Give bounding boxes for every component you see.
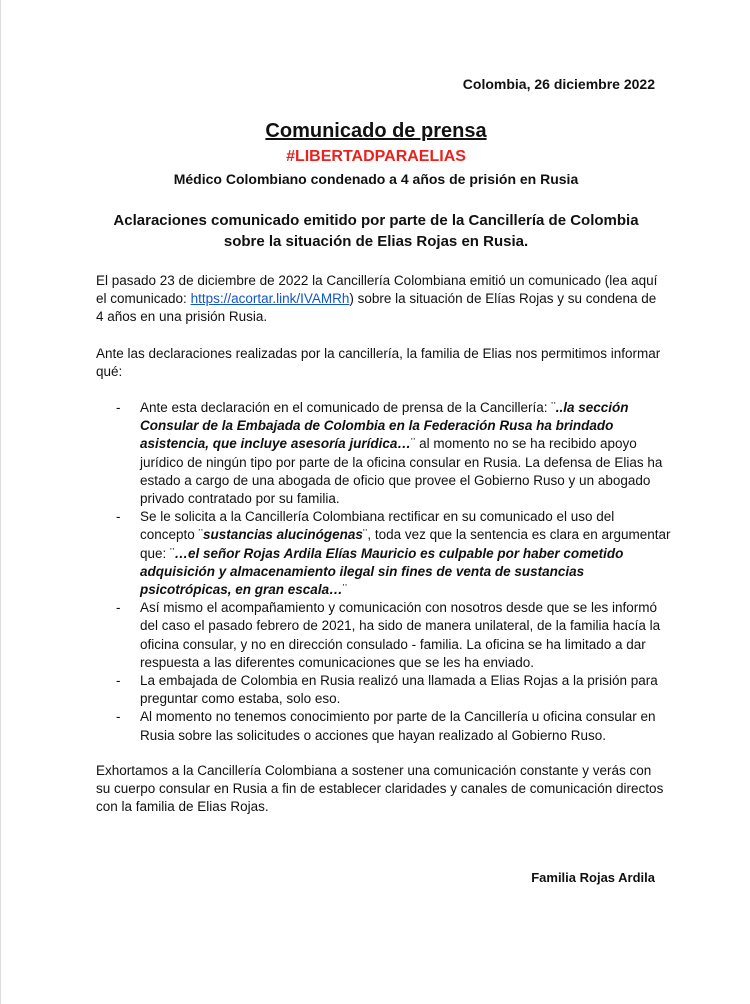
clarification-line-1: Aclaraciones comunicado emitido por parte de la Cancillería de Colombia (113, 212, 639, 229)
bullet-2-quote-2: …el señor Rojas Ardila Elías Mauricio es culpable por haber cometido adquisición y almacenamiento ilegal sin fines de venta de sustancias psicotrópicas, en gran escala… (140, 545, 624, 598)
bullet-1-quote: ..la sección Consular de la Embajada de Colombia en la Federación Rusa ha brindado asistencia, que incluye asesoría jurídica… (140, 400, 629, 452)
title-block (1, 118, 750, 189)
list-item (96, 708, 671, 744)
bullet-4-text: La embajada de Colombia en Rusia realizó una llamada a Elias Rojas a la prisión para preguntar como estaba, solo eso. (140, 673, 658, 707)
clarification-heading (61, 210, 691, 252)
clarifications-list (96, 399, 671, 745)
list-item (96, 508, 671, 599)
bullet-2-after: ¨ (342, 582, 348, 598)
paragraph-statement: Ante las declaraciones realizadas por la cancillería, la familia de Elias nos permitimos informar qué: (96, 346, 661, 380)
paragraph-intro-text-before: El pasado 23 de diciembre de 2022 la Cancillería Colombiana emitió un comunicado (lea aquí el comunicado: (96, 273, 658, 307)
communique-link[interactable]: https://acortar.link/IVAMRh (190, 291, 350, 307)
signature: Familia Rojas Ardila (531, 870, 655, 885)
bullet-dash: - (116, 400, 121, 415)
bullet-dash: - (116, 709, 121, 725)
date-line: Colombia, 26 diciembre 2022 (462, 76, 655, 92)
clarification-line-2: sobre la situación de Elias Rojas en Rusia. (223, 233, 529, 250)
bullet-2-quote-1: sustancias alucinógenas (203, 527, 363, 543)
hashtag: #LIBERTADPARAELIAS (286, 148, 466, 165)
bullet-3-text: Así mismo el acompañamiento y comunicación con nosotros desde que se les informó del caso el pasado febrero de 2021, ha sido de manera unilateral, de la familia hacía la oficina consular, y no en dirección consulado - familia. La oficina se ha limitado a dar respuesta a las diferentes comunicaciones que se les ha enviado. (140, 600, 661, 670)
page-title: Comunicado de prensa (265, 120, 487, 142)
list-item (96, 672, 671, 708)
bullet-1-after: ¨ al momento no se ha recibido apoyo jurídico de ningún tipo por parte de la oficina consular en Rusia. La defensa de Elias ha estado a cargo de una abogada de oficio que provee el Gobierno Ruso y un abogado privado contratado por su familia. (140, 436, 663, 507)
bullet-5-text: Al momento no tenemos conocimiento por parte de la Cancillería u oficina consular en Rusia sobre las solicitudes o acciones que hayan realizado al Gobierno Ruso. (140, 709, 656, 743)
bullet-1-before: Ante esta declaración en el comunicado de prensa de la Cancillería: ¨ (140, 400, 556, 415)
paragraph-closing: Exhortamos a la Cancillería Colombiana a sostener una comunicación constante y verás con su cuerpo consular en Rusia a fin de establecer claridades y canales de comunicación directos con la familia de Elias Rojas. (96, 763, 664, 815)
bullet-dash: - (116, 509, 121, 525)
subtitle: Médico Colombiano condenado a 4 años de prisión en Rusia (173, 171, 579, 187)
bullet-2-before: Se le solicita a la Cancillería Colombiana rectificar en su comunicado el uso del concepto ¨ (140, 509, 615, 543)
bullet-dash: - (116, 673, 121, 689)
paragraph-intro (96, 272, 666, 327)
bullet-dash: - (116, 600, 121, 616)
list-item (96, 599, 671, 672)
bullet-2-mid: ¨, toda vez que la sentencia es clara en argumentar que: ¨ (140, 527, 671, 561)
paragraph-intro-text-after: ) sobre la situación de Elías Rojas y su condena de 4 años en una prisión Rusia. (96, 291, 657, 325)
list-item (96, 399, 671, 508)
